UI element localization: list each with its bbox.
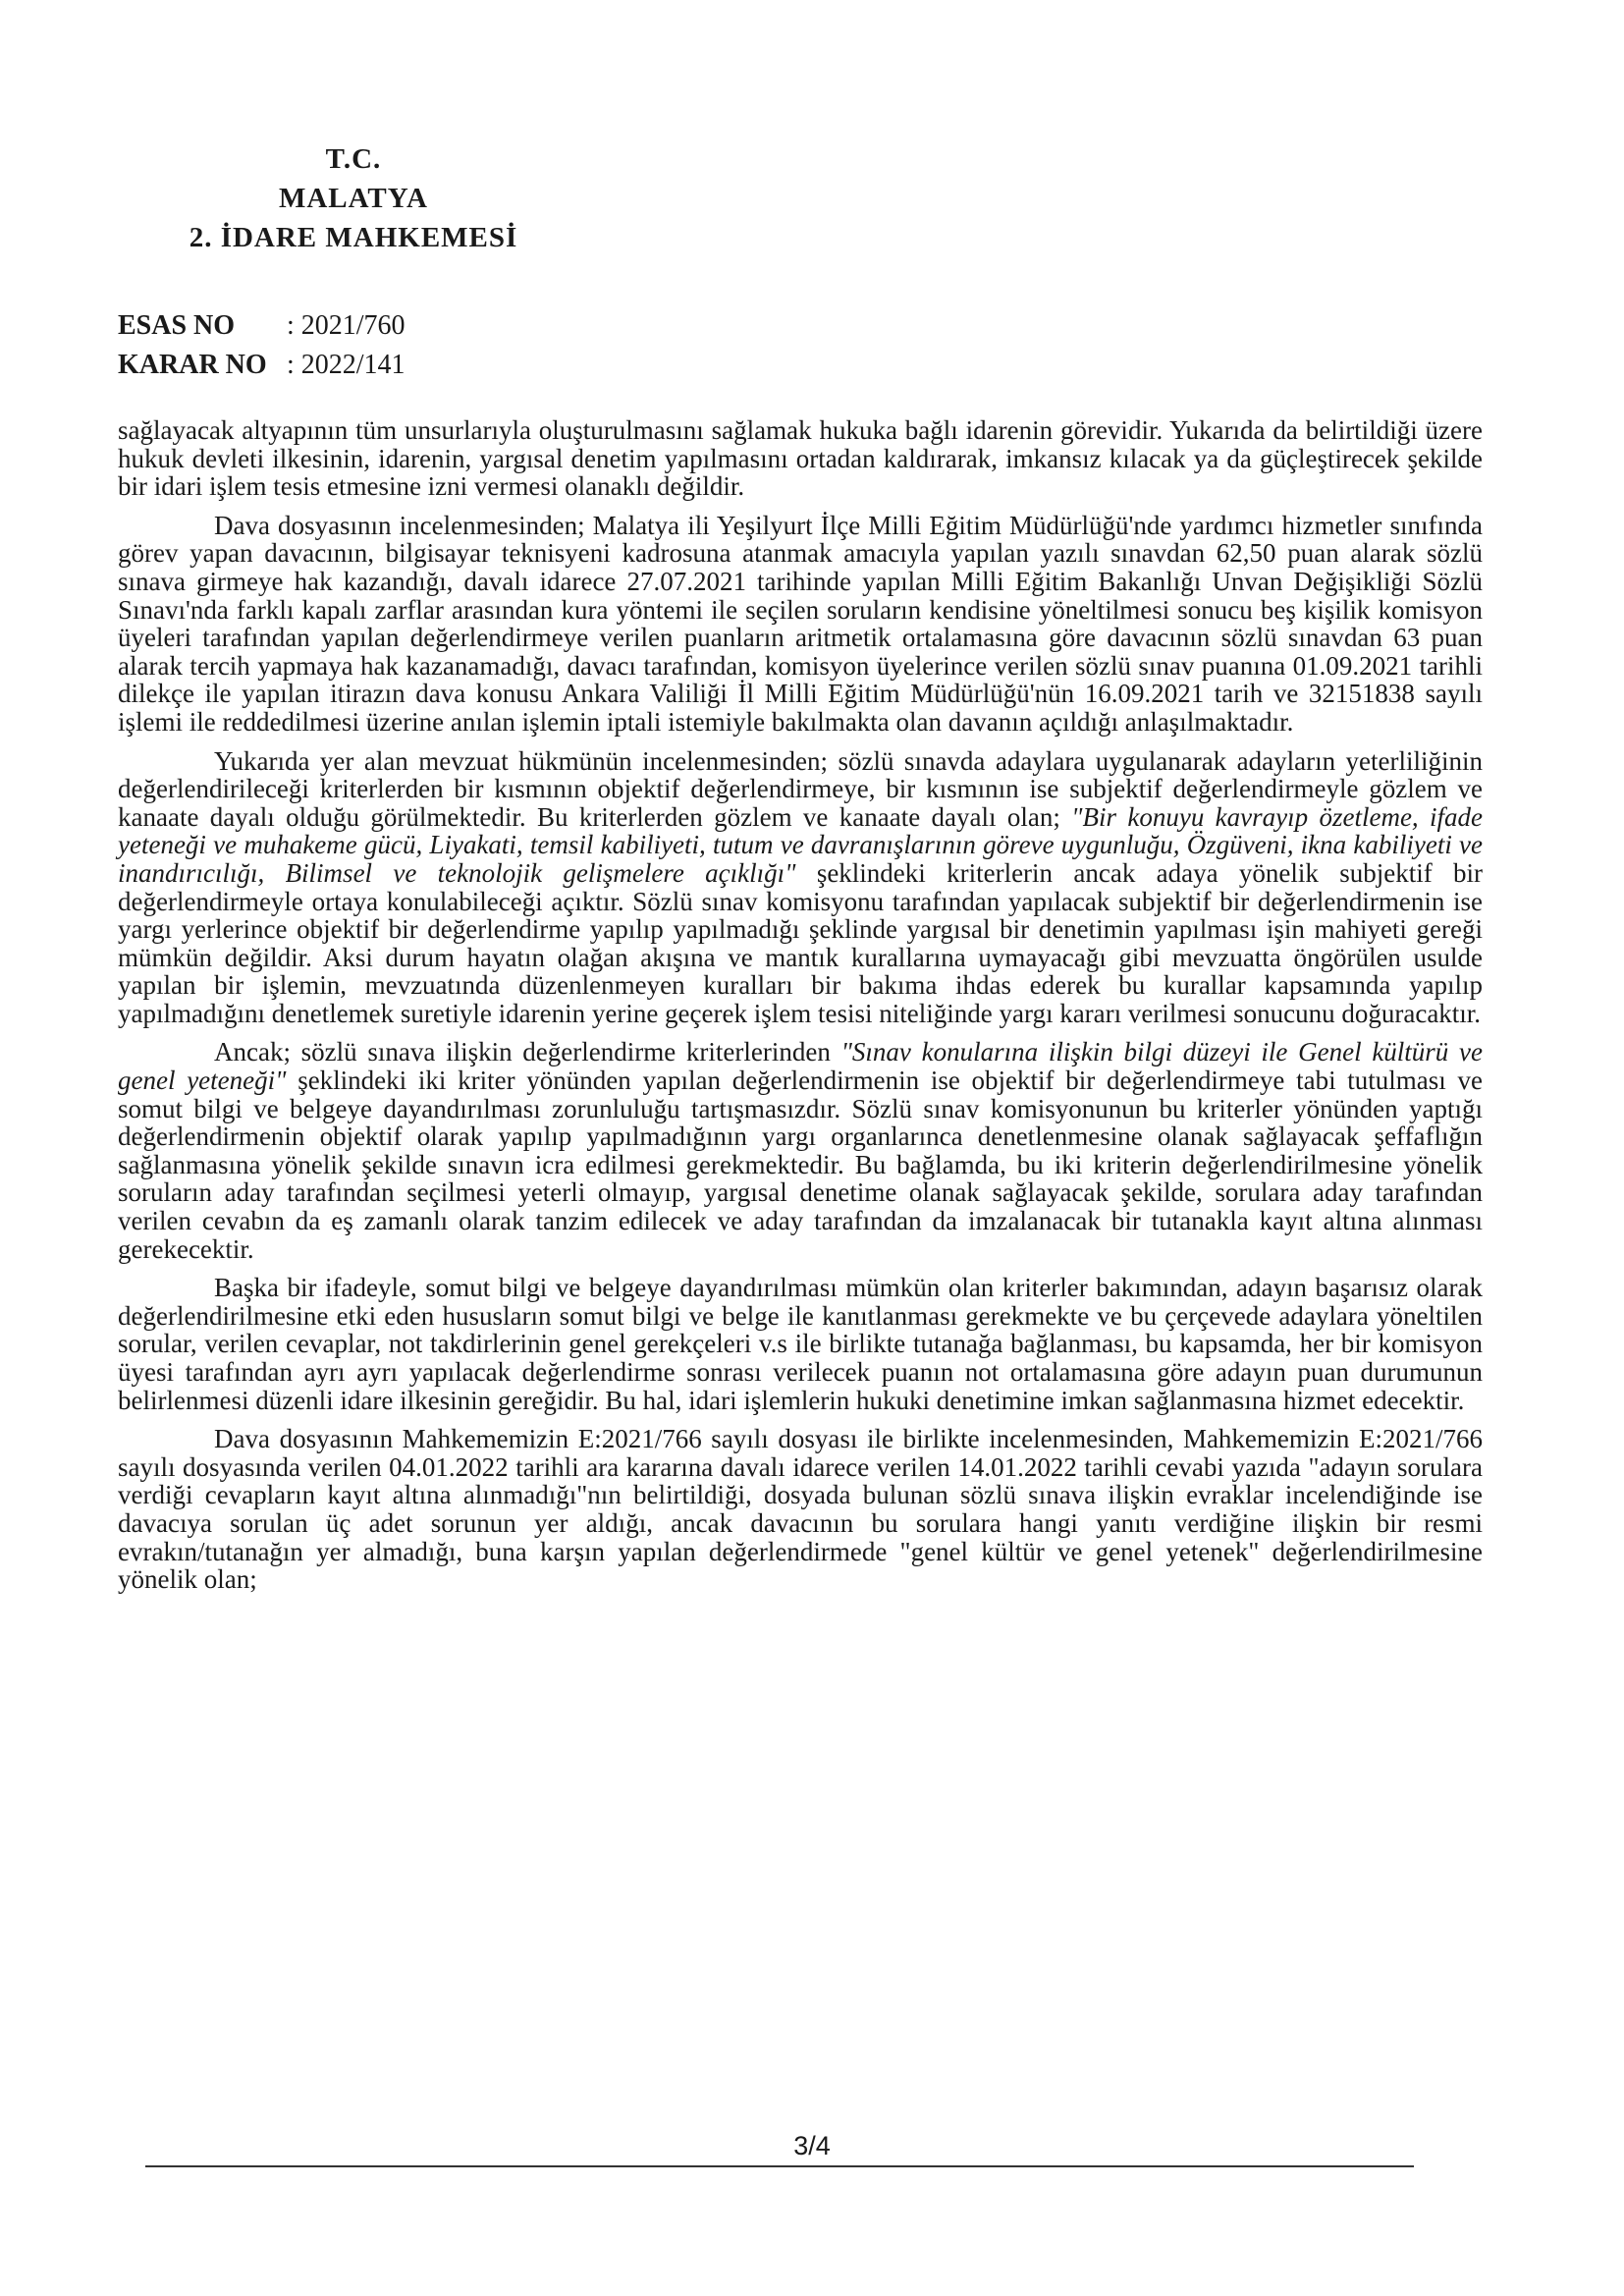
header-line-city: MALATYA (278, 183, 428, 214)
paragraph-text: Ancak; sözlü sınava ilişkin değerlendirme kriterlerinden (214, 1037, 841, 1067)
paragraph-text: Dava dosyasının incelenmesinden; Malatya ili Yeşilyurt İlçe Milli Eğitim Müdürlüğü'nde yardımcı hizmetler sınıfında görev yapan davacının, bilgisayar teknisyeni kadrosuna atanmak amacıyla yapılan yazılı sınavdan 62,50 puan alarak sözlü sınava girmeye hak kazandığı, davalı idarece 27.07.2021 tarihinde yapılan Milli Eğitim Bakanlığı Unvan Değişikliği Sözlü Sınavı'nda farklı kapalı zarflar arasından kura yöntemi ile seçilen soruların kendisine yöneltilmesi sonucu beş kişilik komisyon üyeleri tarafından yapılan değerlendirmeye verilen puanların aritmetik ortalamasına göre davacının sözlü sınavdan 63 puan alarak tercih yapmaya hak kazanamadığı, davacı tarafından, komisyon üyelerince verilen sözlü sınav puanına 01.09.2021 tarihli dilekçe ile yapılan itirazın dava konusu Ankara Valiliği İl Milli Eğitim Müdürlüğü'nün 16.09.2021 tarih ve 32151838 sayılı işlemi ile reddedilmesi üzerine anılan işlemin iptali istemiyle bakılmakta olan davanın açıldığı anlaşılmaktadır. (118, 510, 1483, 737)
header-line-court: 2. İDARE MAHKEMESİ (189, 222, 518, 253)
esas-label: ESAS NO (118, 310, 236, 341)
footer-divider (145, 2165, 1414, 2167)
page-number: 3/4 (793, 2131, 831, 2160)
paragraph-2 (118, 512, 1483, 737)
body-text (118, 416, 1483, 1605)
karar-value: : 2022/141 (287, 350, 406, 380)
paragraph-text: sağlayacak altyapının tüm unsurlarıyla oluşturulmasını sağlamak hukuka bağlı idarenin görevidir. Yukarıda da belirtildiği üzere hukuk devleti ilkesinin, idarenin, yargısal denetim yapılmasını ortadan kaldırarak, imkansız kılacak ya da güçleştirecek şekilde bir idari işlem tesis etmesine izni vermesi olanaklı değildir. (118, 415, 1483, 502)
paragraph-text: şeklindeki iki kriter yönünden yapılan değerlendirmenin ise objektif bir değerlendirmeye tabi tutulması ve somut bilgi ve belgeye dayandırılması zorunluluğu tartışmasızdır. Sözlü sınav komisyonunun bu kriterler yönünden yaptığı değerlendirmenin objektif olarak yapılıp yapılmadığının yargı organlarınca denetlenmesine olanak sağlayacak şeffaflığın sağlanmasına yönelik şekilde sınavın icra edilmesi gerekmektedir. Bu bağlamda, bu iki kriterin değerlendirilmesine yönelik soruların aday tarafından seçilmesi yeterli olmayıp, yargısal denetime olanak sağlayacak şekilde, sorulara aday tarafından verilen cevabın da eş zamanlı olarak tanzim edilecek ve aday tarafından da imzalanacak bir tutanakla kayıt altına alınması gerekecektir. (118, 1066, 1483, 1264)
paragraph-3 (118, 747, 1483, 1028)
paragraph-text: Yukarıda yer alan mevzuat hükmünün incelenmesinden; sözlü sınavda adaylara uygulanarak adayların yeterliliğinin değerlendirileceği kriterlerden bir kısmının objektif değerlendirmeye, bir kısmının ise subjektif değerlendirmeyle gözlem ve kanaate dayalı olduğu görülmektedir. Bu kriterlerden gözlem ve kanaate dayalı olan; (118, 745, 1483, 832)
criteria-quote-objective: "Sınav konularına ilişkin bilgi düzeyi ile Genel kültürü ve genel yeteneği" (118, 1037, 1483, 1096)
karar-label: KARAR NO (118, 350, 267, 380)
esas-row (118, 306, 406, 346)
karar-row (118, 346, 406, 385)
paragraph-text: Başka bir ifadeyle, somut bilgi ve belgeye dayandırılması mümkün olan kriterler bakımından, adayın başarısız olarak değerlendirilmesine etki eden hususların somut bilgi ve belge ile kanıtlanması gerekmekte ve bu çerçevede adaylara yöneltilen sorular, verilen cevaplar, not takdirlerinin genel gerekçeleri v.s ile birlikte tutanağa bağlanması, bu kapsamda, her bir komisyon üyesi tarafından ayrı ayrı yapılacak değerlendirme sonrası verilecek puanın not ortalamasına göre adayın puan durumunun belirlenmesi düzenli idare ilkesinin gereğidir. Bu hal, idari işlemlerin hukuki denetimine imkan sağlanmasına hizmet edecektir. (118, 1273, 1483, 1415)
paragraph-6 (118, 1425, 1483, 1594)
header-line-tc: T.C. (325, 143, 382, 175)
paragraph-text: Dava dosyasının Mahkememizin E:2021/766 sayılı dosyası ile birlikte incelenmesinden, Mahkememizin E:2021/766 sayılı dosyasında verilen 04.01.2022 tarihli ara kararına davalı idarece verilen 14.01.2022 tarihli cevabi yazıda "adayın sorulara verdiği cevapların kayıt altına alınmadığı"nın belirtildiği, dosyada bulunan sözlü sınava ilişkin evraklar incelendiğinde ise davacıya sorulan üç adet sorunun yer aldığı, ancak davacının bu sorulara hangi yanıtı verdiğine ilişkin bir resmi evrakın/tutanağın yer almadığı, buna karşın yapılan değerlendirmede "genel kültür ve genel yetenek" değerlendirilmesine yönelik olan; (118, 1424, 1483, 1595)
court-header (128, 139, 579, 257)
case-meta (118, 306, 406, 385)
paragraph-1 (118, 416, 1483, 501)
paragraph-text: şeklindeki kriterlerin ancak adaya yönelik subjektif bir değerlendirmeyle ortaya konulabileceği açıktır. Sözlü sınav komisyonu tarafından yapılacak subjektif bir değerlendirmenin ise yargı yerlerince objektif bir değerlendirme yapılıp yapılmadığı şeklinde yargısal bir denetimin yapılması işin mahiyeti gereği mümkün değildir. Aksi durum hayatın olağan akışına ve mantık kurallarına uymayacağı gibi mevzuatta öngörülen usulde yapılan bir işlemin, mevzuatında düzenlenmeyen kuralları bir bakıma ihdas ederek bu kurallar kapsamında yapılıp yapılmadığını denetlemek suretiyle idarenin yerine geçerek işlem tesisi niteliğinde yargı kararı verilmesi sonucunu doğuracaktır. (118, 857, 1483, 1028)
paragraph-4 (118, 1038, 1483, 1263)
criteria-quote-subjective: "Bir konuyu kavrayıp özetleme, ifade yeteneği ve muhakeme gücü, Liyakati, temsil kabiliyeti, tutum ve davranışlarının göreve uygunluğu, Özgüveni, ikna kabiliyeti ve inandırıcılığı, Bilimsel ve teknolojik gelişmelere açıklığı" (118, 801, 1483, 888)
esas-value: : 2021/760 (287, 310, 406, 341)
paragraph-5 (118, 1274, 1483, 1414)
